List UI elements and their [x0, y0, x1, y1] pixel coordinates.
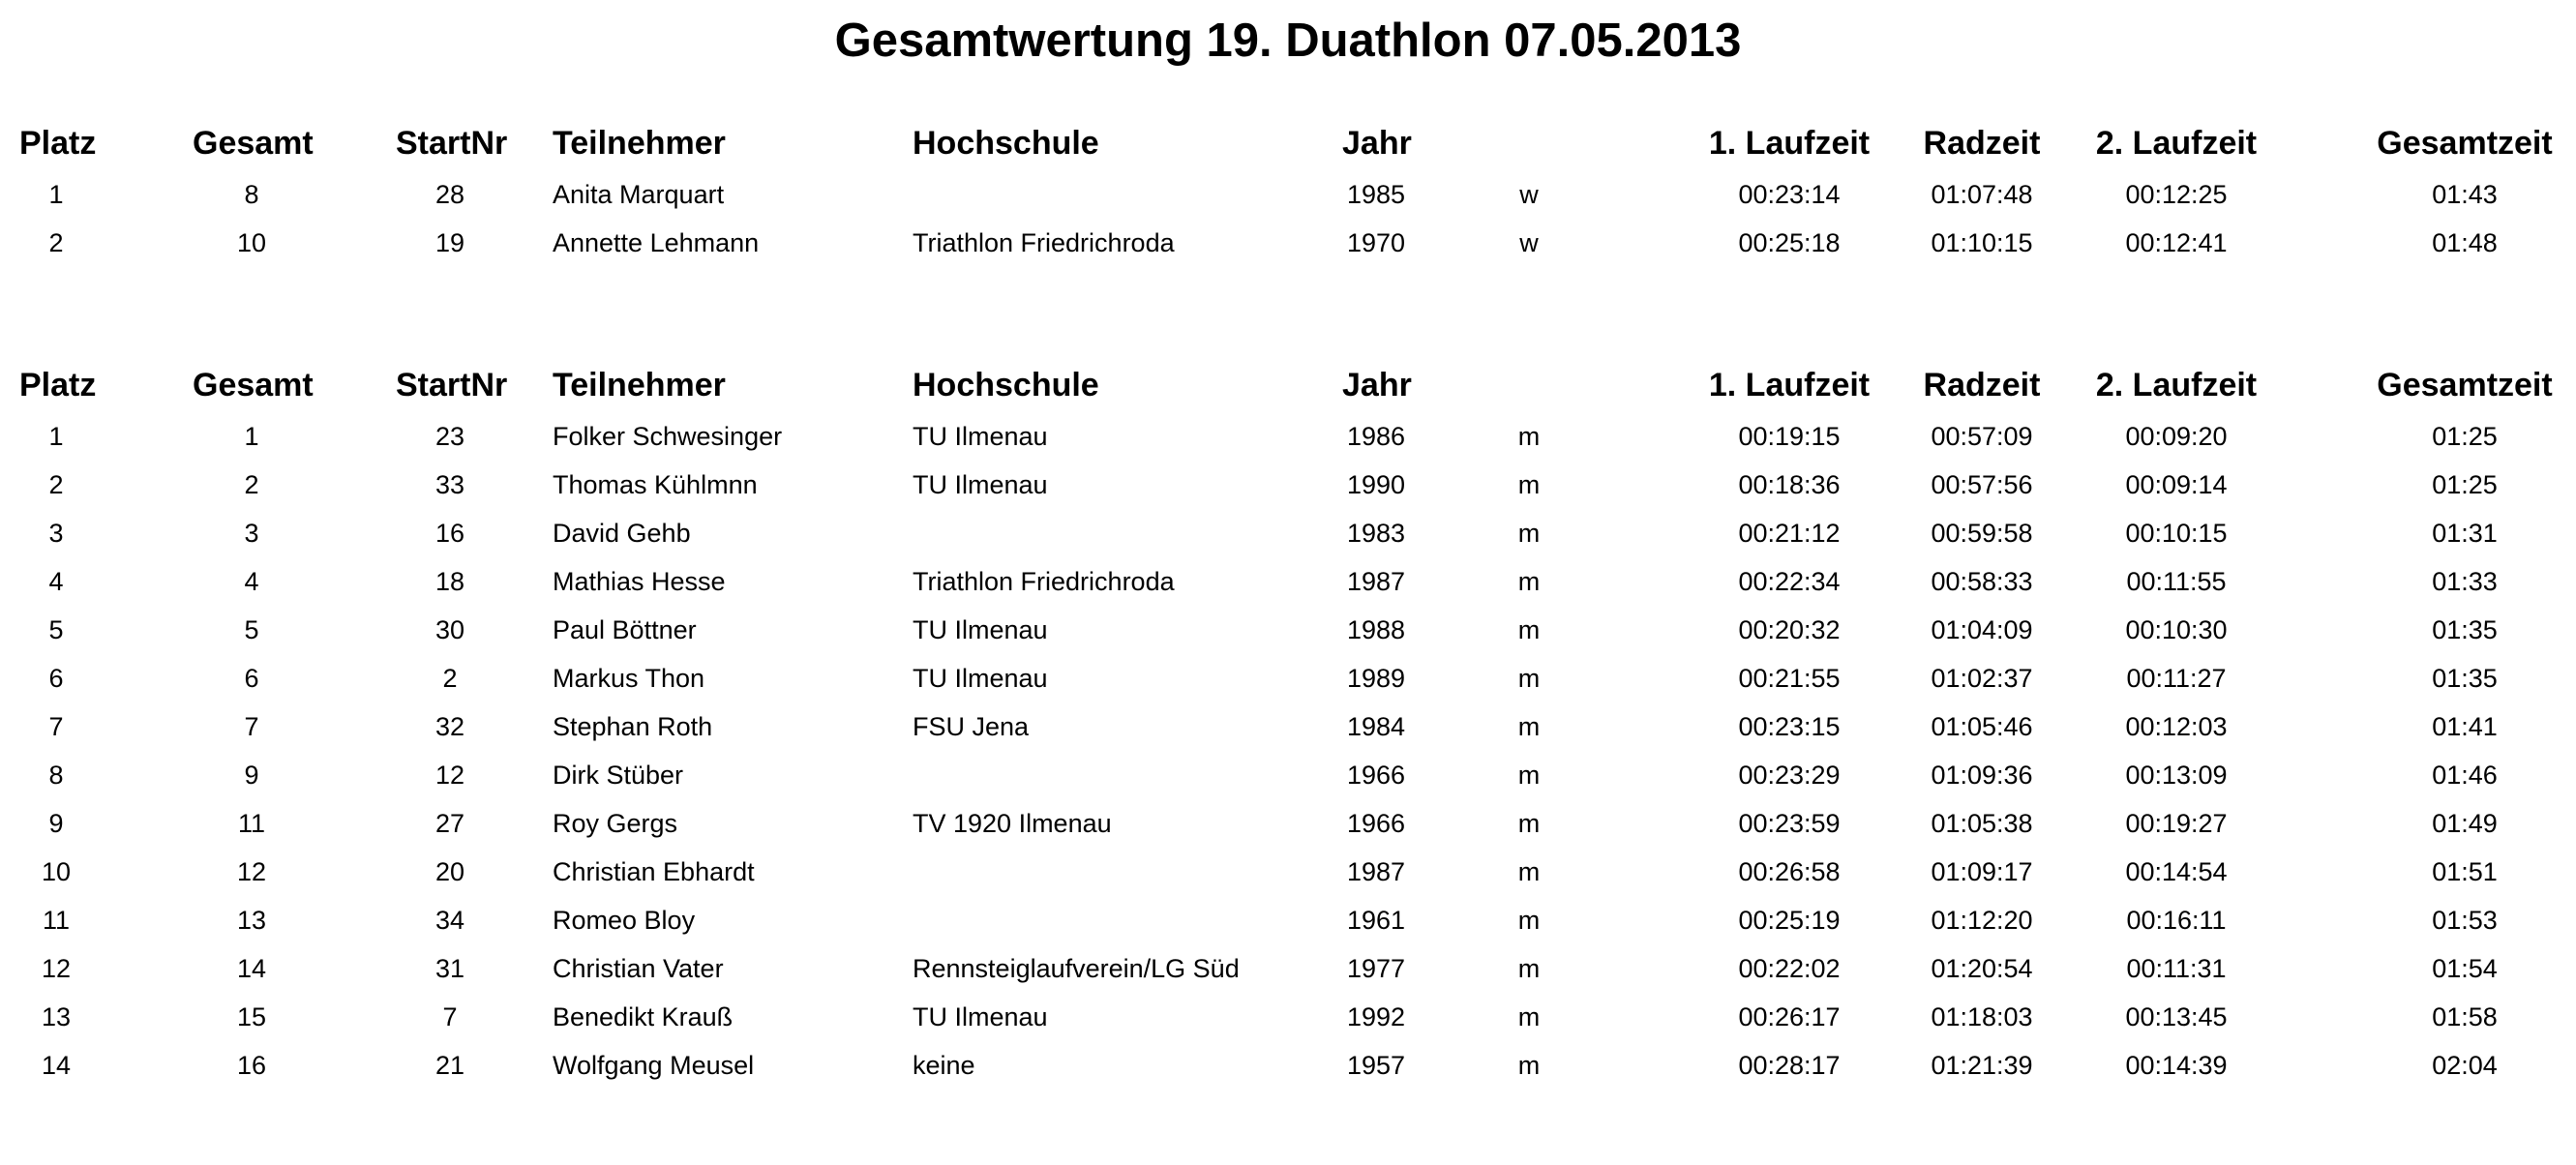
cell-jahr: 1987 [1346, 567, 1406, 596]
cell-platz: 11 [42, 906, 71, 935]
cell-jahr: 1966 [1346, 809, 1406, 838]
cell-startnr: 12 [434, 761, 465, 790]
cell-startnr: 7 [442, 1002, 458, 1031]
cell-startnr: 31 [434, 954, 465, 983]
cell-laufzeit-1: 00:23:59 [1738, 809, 1841, 838]
cell-gesamt: 16 [236, 1051, 267, 1080]
cell-startnr: 28 [434, 180, 465, 209]
cell-gesamt: 5 [244, 615, 259, 644]
cell-gesamtzeit: 01:35 [2432, 664, 2498, 693]
cell-startnr: 21 [434, 1051, 465, 1080]
cell-platz: 10 [41, 857, 72, 886]
table-header-row [0, 116, 2576, 170]
cell-jahr: 1970 [1346, 228, 1406, 257]
cell-radzeit: 01:10:15 [1931, 228, 2033, 257]
cell-teilnehmer: Anita Marquart [553, 180, 725, 209]
cell-geschlecht: m [1517, 712, 1541, 741]
cell-jahr: 1961 [1346, 906, 1406, 935]
cell-radzeit: 01:20:54 [1931, 954, 2033, 983]
cell-laufzeit-2: 00:14:39 [2125, 1051, 2228, 1080]
cell-teilnehmer: Markus Thon [553, 664, 705, 693]
cell-geschlecht: m [1517, 857, 1541, 886]
cell-platz: 9 [48, 809, 64, 838]
column-header-startnr: StartNr [396, 367, 508, 403]
cell-gesamtzeit: 01:51 [2432, 857, 2498, 886]
table-row [0, 509, 2576, 557]
cell-laufzeit-1: 00:26:58 [1738, 857, 1841, 886]
column-header-hochschule: Hochschule [913, 367, 1099, 403]
cell-gesamtzeit: 01:33 [2432, 567, 2498, 596]
column-header-radzeit: Radzeit [1923, 125, 2041, 162]
cell-gesamt: 12 [236, 857, 267, 886]
cell-radzeit: 01:05:46 [1931, 712, 2033, 741]
cell-gesamtzeit: 01:31 [2432, 519, 2498, 548]
cell-gesamtzeit: 01:53 [2432, 906, 2498, 935]
column-header-platz: Platz [19, 367, 97, 403]
cell-hochschule: TV 1920 Ilmenau [913, 809, 1112, 838]
column-header-jahr: Jahr [1342, 367, 1412, 403]
column-header-gesamtzeit: Gesamtzeit [2377, 367, 2553, 403]
cell-laufzeit-2: 00:11:31 [2126, 954, 2227, 983]
cell-laufzeit-2: 00:12:25 [2125, 180, 2228, 209]
cell-laufzeit-1: 00:23:15 [1738, 712, 1841, 741]
cell-teilnehmer: David Gehb [553, 519, 691, 548]
cell-gesamt: 11 [237, 809, 266, 838]
cell-hochschule: Rennsteiglaufverein/LG Süd [913, 954, 1240, 983]
cell-geschlecht: m [1517, 809, 1541, 838]
cell-laufzeit-2: 00:09:20 [2125, 422, 2228, 451]
cell-laufzeit-1: 00:28:17 [1738, 1051, 1841, 1080]
cell-geschlecht: m [1517, 422, 1541, 451]
cell-startnr: 30 [434, 615, 465, 644]
cell-laufzeit-2: 00:10:15 [2125, 519, 2228, 548]
cell-geschlecht: m [1517, 567, 1541, 596]
cell-laufzeit-1: 00:23:14 [1738, 180, 1841, 209]
cell-gesamt: 10 [236, 228, 267, 257]
cell-platz: 1 [48, 180, 64, 209]
cell-platz: 2 [48, 470, 64, 499]
cell-jahr: 1966 [1346, 761, 1406, 790]
cell-hochschule: Triathlon Friedrichroda [913, 567, 1175, 596]
cell-gesamt: 13 [236, 906, 267, 935]
cell-platz: 3 [48, 519, 64, 548]
cell-jahr: 1990 [1346, 470, 1406, 499]
cell-radzeit: 00:57:09 [1931, 422, 2033, 451]
cell-gesamtzeit: 01:46 [2432, 761, 2498, 790]
cell-gesamtzeit: 01:49 [2432, 809, 2498, 838]
cell-teilnehmer: Christian Ebhardt [553, 857, 755, 886]
cell-radzeit: 01:09:17 [1931, 857, 2033, 886]
cell-hochschule: FSU Jena [913, 712, 1030, 741]
table-row [0, 1041, 2576, 1090]
cell-startnr: 20 [434, 857, 465, 886]
cell-laufzeit-2: 00:19:27 [2125, 809, 2228, 838]
cell-platz: 1 [48, 422, 64, 451]
column-header-hochschule: Hochschule [913, 125, 1099, 162]
cell-laufzeit-1: 00:25:19 [1738, 906, 1841, 935]
cell-hochschule: TU Ilmenau [913, 422, 1048, 451]
cell-platz: 5 [48, 615, 64, 644]
cell-jahr: 1986 [1346, 422, 1406, 451]
cell-jahr: 1957 [1346, 1051, 1406, 1080]
table-row [0, 799, 2576, 848]
cell-gesamtzeit: 01:58 [2432, 1002, 2498, 1031]
cell-platz: 14 [41, 1051, 72, 1080]
cell-teilnehmer: Dirk Stüber [553, 761, 684, 790]
cell-teilnehmer: Benedikt Krauß [553, 1002, 734, 1031]
cell-radzeit: 01:07:48 [1931, 180, 2033, 209]
cell-platz: 2 [48, 228, 64, 257]
table-row [0, 219, 2576, 267]
table-row [0, 412, 2576, 461]
column-header-platz: Platz [19, 125, 97, 162]
column-header-teilnehmer: Teilnehmer [553, 367, 726, 403]
table-row [0, 751, 2576, 799]
table-row [0, 848, 2576, 896]
cell-laufzeit-1: 00:26:17 [1738, 1002, 1841, 1031]
column-header-startnr: StartNr [396, 125, 508, 162]
cell-gesamt: 8 [244, 180, 259, 209]
cell-jahr: 1989 [1346, 664, 1406, 693]
cell-jahr: 1988 [1346, 615, 1406, 644]
cell-radzeit: 01:21:39 [1931, 1051, 2033, 1080]
cell-jahr: 1992 [1346, 1002, 1406, 1031]
women-results-table [0, 116, 2576, 267]
cell-radzeit: 01:09:36 [1931, 761, 2033, 790]
cell-laufzeit-1: 00:18:36 [1738, 470, 1841, 499]
cell-radzeit: 00:58:33 [1931, 567, 2033, 596]
cell-laufzeit-2: 00:13:45 [2125, 1002, 2228, 1031]
cell-geschlecht: m [1517, 954, 1541, 983]
cell-laufzeit-1: 00:22:02 [1738, 954, 1841, 983]
cell-teilnehmer: Roy Gergs [553, 809, 678, 838]
cell-platz: 6 [48, 664, 64, 693]
cell-geschlecht: m [1517, 615, 1541, 644]
cell-gesamt: 3 [244, 519, 259, 548]
cell-gesamtzeit: 01:54 [2432, 954, 2498, 983]
cell-teilnehmer: Mathias Hesse [553, 567, 726, 596]
column-header-jahr: Jahr [1342, 125, 1412, 162]
cell-teilnehmer: Folker Schwesinger [553, 422, 783, 451]
cell-laufzeit-1: 00:21:12 [1738, 519, 1841, 548]
cell-startnr: 23 [434, 422, 465, 451]
cell-geschlecht: m [1517, 1051, 1541, 1080]
cell-gesamt: 15 [236, 1002, 267, 1031]
cell-laufzeit-2: 00:11:55 [2126, 567, 2227, 596]
cell-startnr: 19 [434, 228, 465, 257]
cell-startnr: 33 [434, 470, 465, 499]
column-header-laufzeit-2: 2. Laufzeit [2095, 367, 2258, 403]
table-row [0, 944, 2576, 993]
column-header-laufzeit-2: 2. Laufzeit [2095, 125, 2258, 162]
cell-gesamt: 4 [244, 567, 259, 596]
cell-geschlecht: m [1517, 470, 1541, 499]
cell-geschlecht: w [1519, 180, 1539, 209]
cell-jahr: 1985 [1346, 180, 1406, 209]
cell-platz: 13 [41, 1002, 72, 1031]
cell-radzeit: 01:12:20 [1931, 906, 2033, 935]
table-row [0, 654, 2576, 702]
cell-radzeit: 00:57:56 [1931, 470, 2033, 499]
cell-geschlecht: m [1517, 664, 1541, 693]
table-row [0, 170, 2576, 219]
men-results-table [0, 358, 2576, 1090]
cell-gesamtzeit: 02:04 [2432, 1051, 2498, 1080]
cell-radzeit: 01:02:37 [1931, 664, 2033, 693]
cell-gesamt: 9 [244, 761, 259, 790]
cell-geschlecht: w [1519, 228, 1539, 257]
cell-teilnehmer: Stephan Roth [553, 712, 713, 741]
cell-laufzeit-1: 00:23:29 [1738, 761, 1841, 790]
table-row [0, 461, 2576, 509]
cell-laufzeit-2: 00:11:27 [2126, 664, 2227, 693]
cell-gesamtzeit: 01:25 [2432, 422, 2498, 451]
column-header-gesamt: Gesamt [193, 125, 314, 162]
cell-hochschule: TU Ilmenau [913, 470, 1048, 499]
column-header-laufzeit-1: 1. Laufzeit [1708, 367, 1871, 403]
cell-geschlecht: m [1517, 761, 1541, 790]
cell-jahr: 1987 [1346, 857, 1406, 886]
cell-gesamtzeit: 01:41 [2432, 712, 2498, 741]
cell-teilnehmer: Thomas Kühlmnn [553, 470, 758, 499]
cell-gesamt: 14 [236, 954, 267, 983]
cell-gesamtzeit: 01:43 [2432, 180, 2498, 209]
cell-hochschule: TU Ilmenau [913, 664, 1048, 693]
cell-radzeit: 01:18:03 [1931, 1002, 2033, 1031]
cell-teilnehmer: Wolfgang Meusel [553, 1051, 755, 1080]
cell-startnr: 34 [434, 906, 465, 935]
table-row [0, 993, 2576, 1041]
cell-jahr: 1984 [1346, 712, 1406, 741]
cell-gesamtzeit: 01:35 [2432, 615, 2498, 644]
cell-hochschule: Triathlon Friedrichroda [913, 228, 1175, 257]
cell-geschlecht: m [1517, 1002, 1541, 1031]
cell-radzeit: 01:04:09 [1931, 615, 2033, 644]
cell-gesamt: 6 [244, 664, 259, 693]
cell-gesamt: 2 [244, 470, 259, 499]
cell-laufzeit-2: 00:16:11 [2126, 906, 2227, 935]
table-row [0, 606, 2576, 654]
cell-jahr: 1977 [1346, 954, 1406, 983]
cell-laufzeit-2: 00:13:09 [2125, 761, 2228, 790]
cell-startnr: 27 [434, 809, 465, 838]
cell-laufzeit-1: 00:22:34 [1738, 567, 1841, 596]
cell-laufzeit-2: 00:12:41 [2125, 228, 2228, 257]
cell-geschlecht: m [1517, 519, 1541, 548]
table-row [0, 896, 2576, 944]
table-row [0, 702, 2576, 751]
cell-startnr: 2 [442, 664, 458, 693]
column-header-gesamt: Gesamt [193, 367, 314, 403]
column-header-gesamtzeit: Gesamtzeit [2377, 125, 2553, 162]
cell-teilnehmer: Romeo Bloy [553, 906, 696, 935]
cell-geschlecht: m [1517, 906, 1541, 935]
cell-laufzeit-2: 00:14:54 [2125, 857, 2228, 886]
cell-teilnehmer: Annette Lehmann [553, 228, 760, 257]
column-header-teilnehmer: Teilnehmer [553, 125, 726, 162]
cell-platz: 8 [48, 761, 64, 790]
cell-gesamtzeit: 01:25 [2432, 470, 2498, 499]
cell-hochschule: TU Ilmenau [913, 615, 1048, 644]
cell-laufzeit-2: 00:09:14 [2125, 470, 2228, 499]
cell-platz: 7 [48, 712, 64, 741]
cell-startnr: 16 [434, 519, 465, 548]
cell-gesamt: 7 [244, 712, 259, 741]
cell-laufzeit-2: 00:12:03 [2125, 712, 2228, 741]
table-header-row [0, 358, 2576, 412]
cell-platz: 4 [48, 567, 64, 596]
cell-laufzeit-1: 00:19:15 [1738, 422, 1841, 451]
cell-hochschule: TU Ilmenau [913, 1002, 1048, 1031]
cell-platz: 12 [41, 954, 72, 983]
cell-teilnehmer: Christian Vater [553, 954, 724, 983]
table-row [0, 557, 2576, 606]
cell-teilnehmer: Paul Böttner [553, 615, 697, 644]
column-header-laufzeit-1: 1. Laufzeit [1708, 125, 1871, 162]
cell-laufzeit-1: 00:21:55 [1738, 664, 1841, 693]
cell-laufzeit-2: 00:10:30 [2125, 615, 2228, 644]
cell-hochschule: keine [913, 1051, 975, 1080]
cell-gesamtzeit: 01:48 [2432, 228, 2498, 257]
cell-laufzeit-1: 00:20:32 [1738, 615, 1841, 644]
cell-laufzeit-1: 00:25:18 [1738, 228, 1841, 257]
cell-startnr: 32 [434, 712, 465, 741]
cell-gesamt: 1 [244, 422, 259, 451]
cell-radzeit: 00:59:58 [1931, 519, 2033, 548]
cell-startnr: 18 [434, 567, 465, 596]
column-header-radzeit: Radzeit [1923, 367, 2041, 403]
cell-jahr: 1983 [1346, 519, 1406, 548]
page-title: Gesamtwertung 19. Duathlon 07.05.2013 [834, 15, 1742, 67]
cell-radzeit: 01:05:38 [1931, 809, 2033, 838]
